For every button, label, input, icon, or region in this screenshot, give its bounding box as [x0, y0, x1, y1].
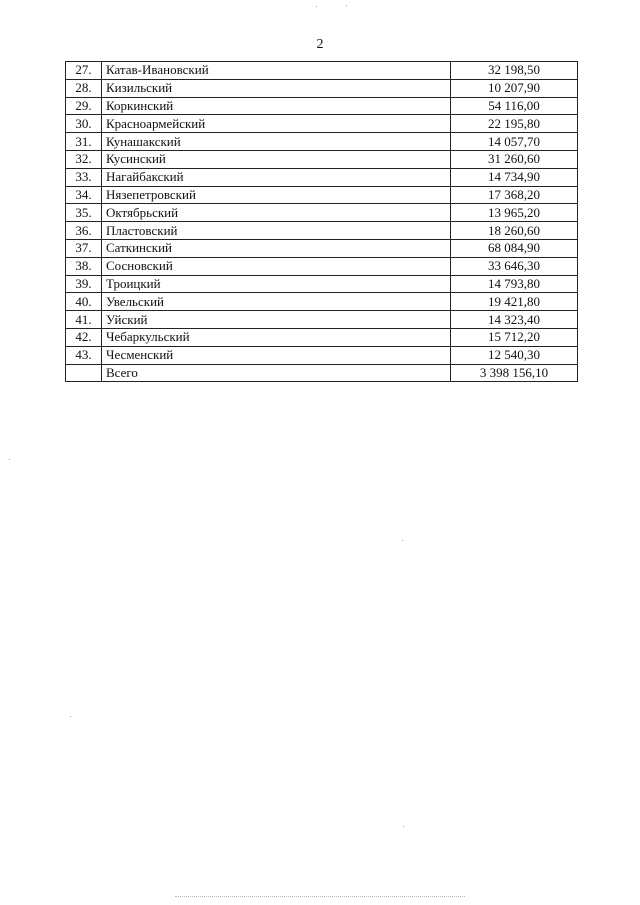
amount-value: 10 207,90 — [451, 79, 578, 97]
amount-value: 14 793,80 — [451, 275, 578, 293]
row-number: 40. — [66, 293, 102, 311]
table-row — [66, 311, 578, 329]
scan-speck — [403, 826, 404, 827]
page-number: 2 — [316, 37, 324, 52]
scan-speck — [402, 540, 403, 541]
row-number: 28. — [66, 79, 102, 97]
row-number: 27. — [66, 62, 102, 80]
scan-speck — [9, 459, 10, 460]
table-row — [66, 293, 578, 311]
row-number: 41. — [66, 311, 102, 329]
row-number: 34. — [66, 186, 102, 204]
amount-value: 33 646,30 — [451, 257, 578, 275]
total-row — [66, 364, 578, 382]
table-row — [66, 150, 578, 168]
amount-value: 15 712,20 — [451, 328, 578, 346]
amount-value: 68 084,90 — [451, 239, 578, 257]
row-number: 33. — [66, 168, 102, 186]
row-number: 38. — [66, 257, 102, 275]
row-number: 30. — [66, 115, 102, 133]
amount-value: 19 421,80 — [451, 293, 578, 311]
row-number: 36. — [66, 222, 102, 240]
row-number: 31. — [66, 133, 102, 151]
row-number: 32. — [66, 150, 102, 168]
scan-speck — [346, 5, 347, 6]
row-number: 43. — [66, 346, 102, 364]
row-number: 37. — [66, 239, 102, 257]
municipality-name: Кунашакский — [102, 133, 451, 151]
municipality-name: Нязепетровский — [102, 186, 451, 204]
municipality-name: Увельский — [102, 293, 451, 311]
amount-value: 32 198,50 — [451, 62, 578, 80]
municipality-name: Саткинский — [102, 239, 451, 257]
table-row — [66, 115, 578, 133]
table-row — [66, 168, 578, 186]
municipality-name: Уйский — [102, 311, 451, 329]
table-row — [66, 186, 578, 204]
row-number: 29. — [66, 97, 102, 115]
amount-value: 14 057,70 — [451, 133, 578, 151]
municipality-name: Чебаркульский — [102, 328, 451, 346]
scan-edge-line — [175, 896, 465, 897]
table-row — [66, 62, 578, 80]
municipality-name: Чесменский — [102, 346, 451, 364]
total-amount: 3 398 156,10 — [451, 364, 578, 382]
municipality-amount-table — [65, 61, 578, 382]
table-row — [66, 204, 578, 222]
amount-value: 22 195,80 — [451, 115, 578, 133]
municipality-name: Красноармейский — [102, 115, 451, 133]
municipality-name: Катав-Ивановский — [102, 62, 451, 80]
table-row — [66, 275, 578, 293]
amount-value: 18 260,60 — [451, 222, 578, 240]
table-row — [66, 328, 578, 346]
scan-speck — [70, 716, 71, 717]
total-number-cell — [66, 364, 102, 382]
row-number: 42. — [66, 328, 102, 346]
amount-value: 12 540,30 — [451, 346, 578, 364]
municipality-name: Нагайбакский — [102, 168, 451, 186]
table-row — [66, 97, 578, 115]
row-number: 39. — [66, 275, 102, 293]
amount-value: 54 116,00 — [451, 97, 578, 115]
amount-value: 14 734,90 — [451, 168, 578, 186]
municipality-name: Октябрьский — [102, 204, 451, 222]
table-row — [66, 346, 578, 364]
amount-value: 17 368,20 — [451, 186, 578, 204]
row-number: 35. — [66, 204, 102, 222]
table-row — [66, 79, 578, 97]
table-row — [66, 239, 578, 257]
amount-value: 31 260,60 — [451, 150, 578, 168]
total-label: Всего — [102, 364, 451, 382]
municipality-name: Коркинский — [102, 97, 451, 115]
amount-value: 13 965,20 — [451, 204, 578, 222]
scan-speck — [316, 6, 317, 7]
municipality-name: Сосновский — [102, 257, 451, 275]
municipality-name: Кизильский — [102, 79, 451, 97]
table-row — [66, 257, 578, 275]
table-row — [66, 222, 578, 240]
table-row — [66, 133, 578, 151]
municipality-name: Троицкий — [102, 275, 451, 293]
amount-value: 14 323,40 — [451, 311, 578, 329]
municipality-name: Кусинский — [102, 150, 451, 168]
municipality-name: Пластовский — [102, 222, 451, 240]
